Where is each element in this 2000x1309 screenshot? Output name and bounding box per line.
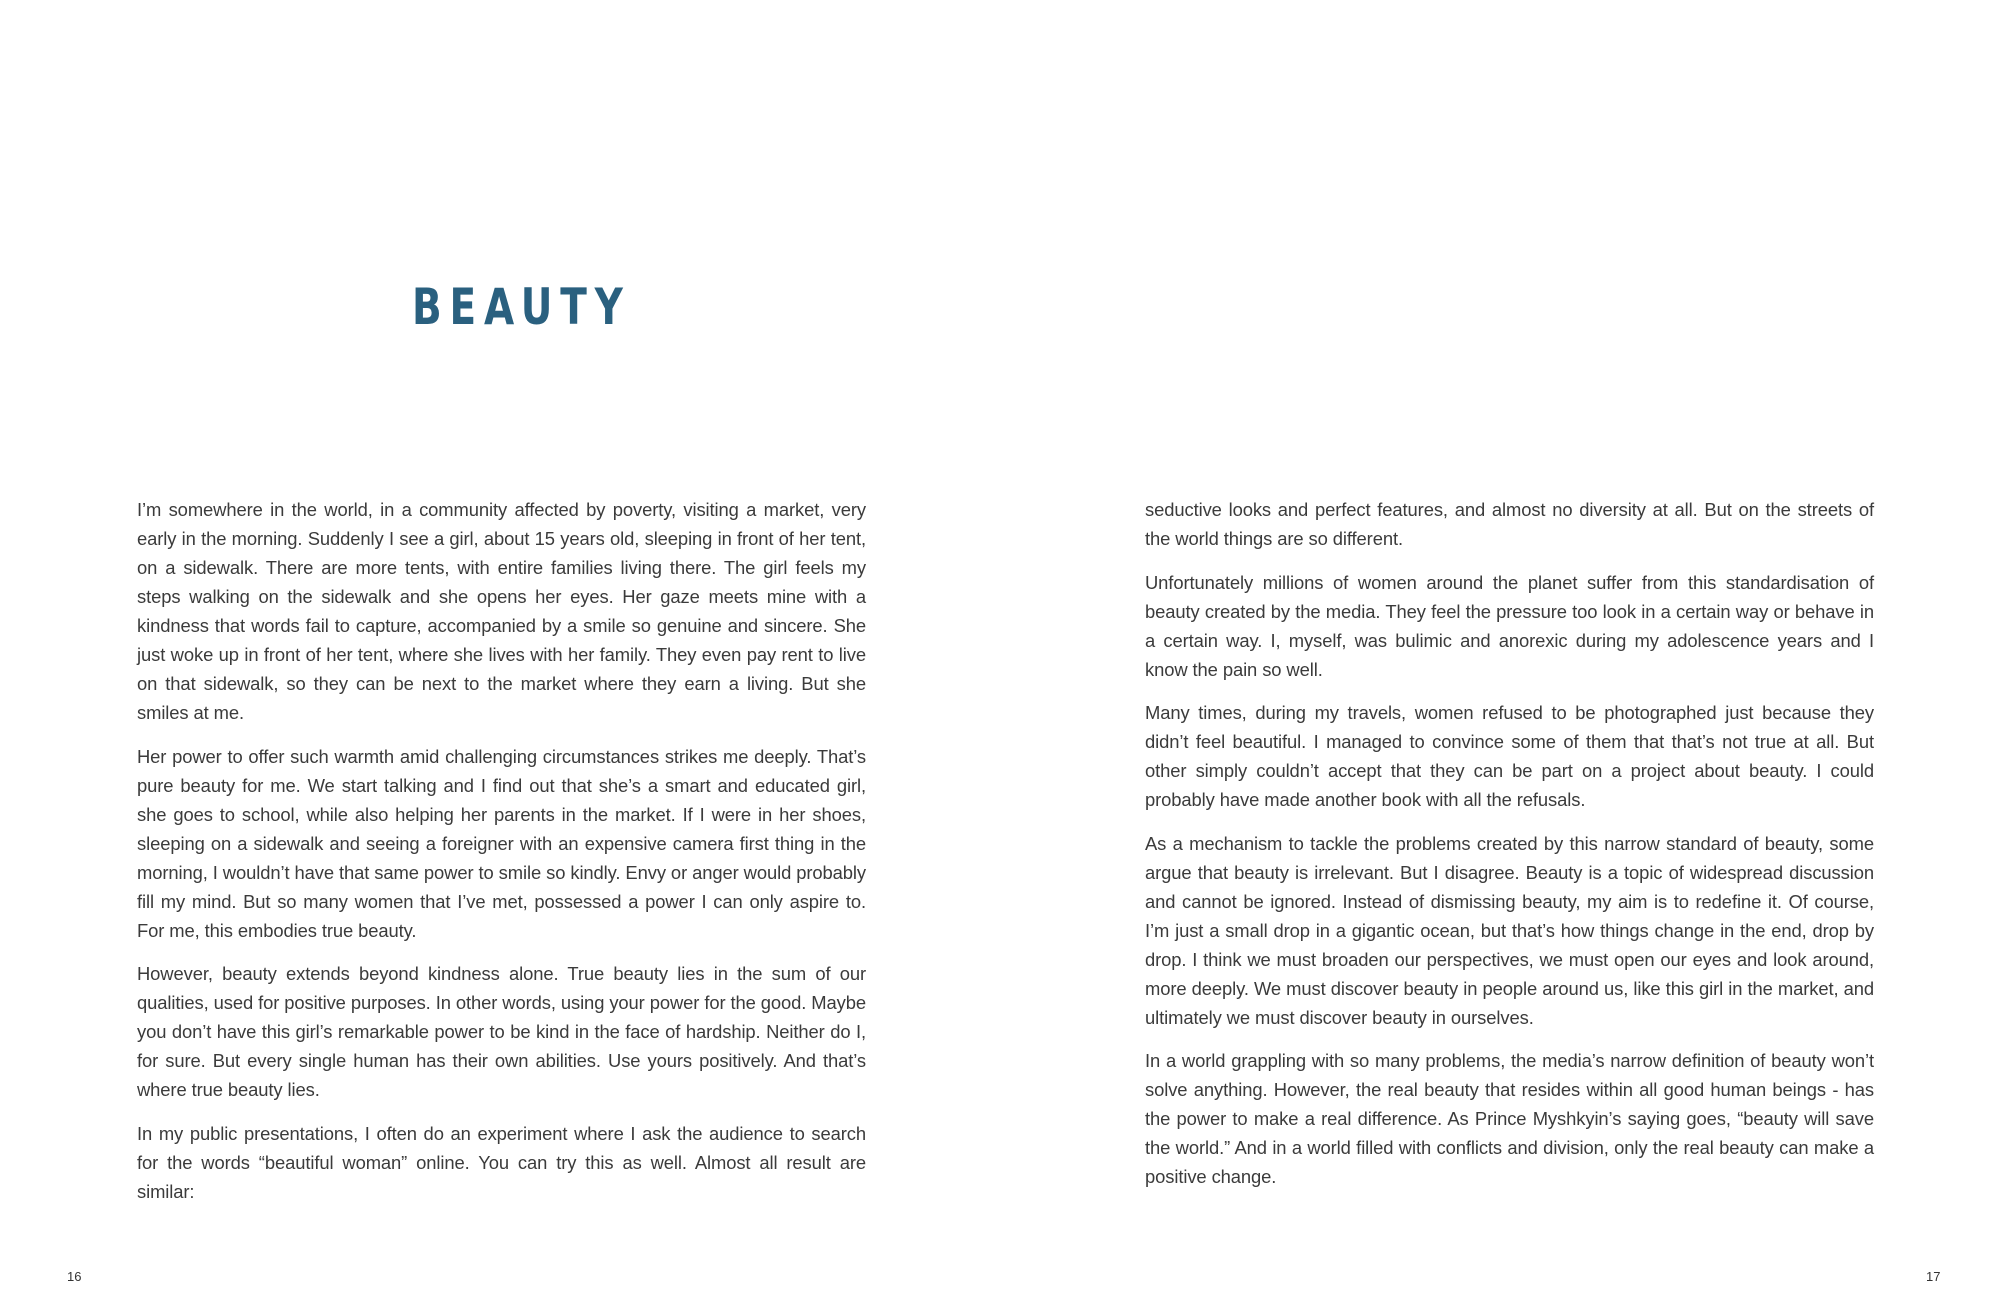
page-number-right: 17: [1926, 1269, 1941, 1284]
paragraph: In my public presentations, I often do an experiment where I ask the audience to search for the words “beautiful woman” online. You can try this as well. Almost all result are similar:: [137, 1122, 866, 1202]
paragraph: I’m somewhere in the world, in a community affected by poverty, visiting a market, very early in the morning. Suddenly I see a girl, about 15 years old, sleeping in front of her tent, on a sidewalk. There are more tents, with entire families living there. The girl feels my steps walking on the sidewalk and she opens her eyes. Her gaze meets mine with a kindness that words fail to capture, accompanied by a smile so genuine and sincere. She just woke up in front of her tent, where she lives with her family. They even pay rent to live on that sidewalk, so they can be next to the market where they earn a living. But she smiles at me.: [137, 499, 866, 723]
right-text-column: [1145, 495, 1874, 1206]
paragraph: In a world grappling with so many problems, the media’s narrow definition of beauty won’t solve anything. However, the real beauty that resides within all good human beings - has the power to make a real difference. As Prince Myshkyin’s saying goes, “beauty will save the world.” And in a world filled with conflicts and division, only the real beauty can make a positive change.: [1145, 1050, 1874, 1187]
chapter-title: BEAUTY: [412, 278, 631, 336]
paragraph: Unfortunately millions of women around the planet suffer from this standardisation of beauty created by the media. They feel the pressure too look in a certain way or behave in a certain way. I, myself, was bulimic and anorexic during my adolescence years and I know the pain so well.: [1145, 571, 1874, 680]
paragraph: However, beauty extends beyond kindness alone. True beauty lies in the sum of our qualities, used for positive purposes. In other words, using your power for the good. Maybe you don’t have this girl’s remarkable power to be kind in the face of hardship. Neither do I, for sure. But every single human has their own abilities. Use yours positively. And that’s where true beauty lies.: [137, 963, 866, 1100]
left-text-column: [137, 495, 866, 1220]
paragraph: As a mechanism to tackle the problems created by this narrow standard of beauty, some argue that beauty is irrelevant. But I disagree. Beauty is a topic of widespread discussion and cannot be ignored. Instead of dismissing beauty, my aim is to redefine it. Of course, I’m just a small drop in a gigantic ocean, but that’s how things change in the end, drop by drop. I think we must broaden our perspectives, we must open our eyes and look around, more deeply. We must discover beauty in people around us, like this girl in the market, and ultimately we must discover beauty in ourselves.: [1145, 832, 1874, 1028]
paragraph: Many times, during my travels, women refused to be photographed just because they didn’t feel beautiful. I managed to convince some of them that that’s not true at all. But other simply couldn’t accept that they can be part on a project about beauty. I could probably have made another book with all the refusals.: [1145, 702, 1874, 810]
page-number-left: 16: [67, 1269, 82, 1284]
paragraph: Her power to offer such warmth amid challenging circumstances strikes me deeply. That’s pure beauty for me. We start talking and I find out that she’s a smart and educated girl, she goes to school, while also helping her parents in the market. If I were in her shoes, sleeping on a sidewalk and seeing a foreigner with an expensive camera first thing in the morning, I wouldn’t have that same power to smile so kindly. Envy or anger would probably fill my mind. But so many women that I’ve met, possessed a power I can only aspire to. For me, this embodies true beauty.: [137, 745, 866, 941]
paragraph: seductive looks and perfect features, and almost no diversity at all. But on the streets of the world things are so different.: [1145, 499, 1874, 549]
right-page: [1000, 0, 2000, 1309]
